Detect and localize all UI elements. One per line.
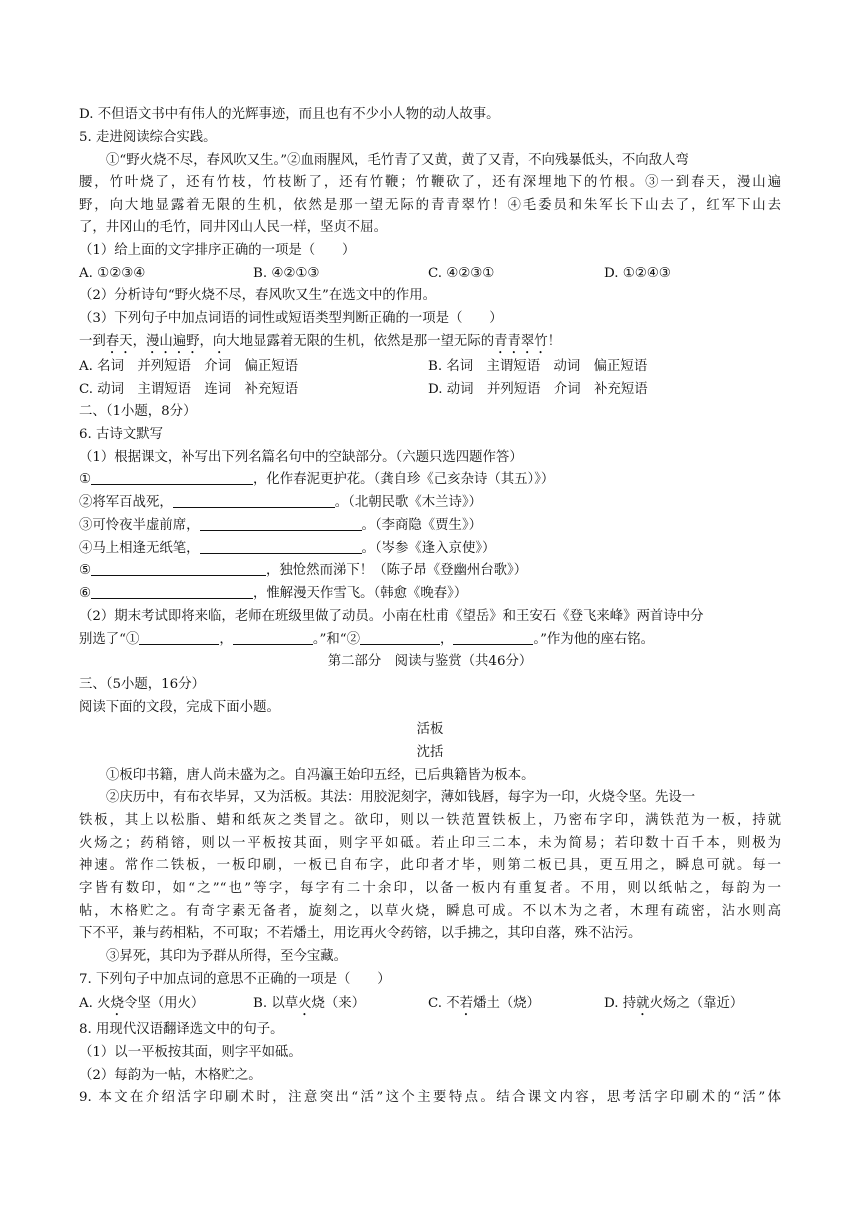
line-text: ，	[219, 632, 233, 647]
q5-passage-line: 了，井冈山的毛竹，同井冈山人民一样，坚贞不屈。	[79, 220, 387, 235]
sentence-text: 一到	[79, 334, 106, 349]
fill-blank[interactable]	[200, 539, 362, 554]
line-text: ，	[439, 632, 454, 647]
fill-blank[interactable]	[91, 470, 253, 485]
q6-sub2-line2	[79, 629, 654, 652]
fill-blank[interactable]	[139, 630, 219, 645]
essay-paragraph-line: 字皆有数印，如“之”“也”等字，每字有二十余印，以备一板内有重复者。不用，则以纸帖之，每韵为一	[79, 881, 781, 896]
essay-paragraph-line: 火炀之；药稍镕，则以一平板按其面，则字平如砥。若止印三二本，未为简易；若印数十百千本，则极为	[79, 836, 781, 851]
q7: 7. 下列句子中加点词的意思不正确的一项是（ ）	[79, 972, 391, 987]
option-text: 令坚（用火）	[123, 996, 205, 1011]
fill-blank[interactable]	[91, 584, 253, 599]
part2-title: 第二部分 阅读与鉴赏（共46分）	[327, 654, 533, 669]
option-text: D. 持	[604, 996, 637, 1011]
sentence-text: 大地显露着无限的生机，依然是那一望无际的	[226, 334, 495, 349]
dotted-word: 就	[636, 996, 650, 1011]
q5-sub1-option-d: D. ①②④③	[604, 266, 671, 281]
essay-paragraph: ①板印书籍，唐人尚未盛为之。自冯瀛王始印五经，已后典籍皆为板本。	[106, 768, 535, 783]
fill-blank[interactable]	[360, 630, 440, 645]
dotted-word: 若	[459, 996, 474, 1011]
dotted-word: 青青翠竹	[494, 334, 548, 349]
q8-sub2: （2）每韵为一帖，木格贮之。	[79, 1068, 262, 1083]
poem-fill-item	[79, 492, 482, 515]
q5-sub3: （3）下列句子中加点词语的词性或短语类型判断正确的一项是（ ）	[79, 311, 503, 326]
option-text: A. 火	[79, 996, 111, 1011]
sentence-text: ！	[547, 334, 562, 349]
option-text: 火炀之（靠近）	[649, 996, 744, 1011]
option-text: B. 以草	[253, 996, 299, 1011]
q7-option-b	[253, 993, 365, 1019]
section3-heading: 三、（5小题，16分）	[79, 677, 205, 692]
q5-passage-line: 腰，竹叶烧了，还有竹枝，竹枝断了，还有竹鞭；竹鞭砍了，还有深埋地下的竹根。③一到春天，漫山遍	[79, 175, 781, 190]
dotted-word: 烧	[110, 996, 124, 1011]
q5-sub1-option-c: C. ④②③①	[428, 266, 495, 281]
q9: 9. 本文在介绍活字印刷术时，注意突出“活”这个主要特点。结合课文内容，思考活字印刷术的“活”体	[79, 1090, 781, 1105]
essay-paragraph-line: 帖，木格贮之。有奇字素无备者，旋刻之，以草火烧，瞬息可成。不以木为之者，木理有疏密，沾水则高	[79, 904, 781, 919]
item-lead: ④马上相逢无纸笔，	[79, 541, 200, 556]
q5-sub1: （1）给上面的文字排序正确的一项是（ ）	[79, 243, 356, 258]
option-text: C. 不	[428, 996, 460, 1011]
q8-sub1: （1）以一平板按其面，则字平如砥。	[79, 1045, 302, 1060]
fill-blank[interactable]	[453, 630, 533, 645]
q7-option-c	[428, 993, 540, 1019]
dotted-word: 春天	[105, 334, 133, 349]
q5-sub3-option-c: C. 动词 主谓短语 连词 补充短语	[79, 382, 299, 397]
q5-sub1-option-b: B. ④②①③	[253, 266, 320, 281]
sentence-text: ，	[132, 334, 146, 349]
fill-blank[interactable]	[91, 561, 266, 576]
line-text: 别选了“①	[79, 632, 140, 647]
essay-author: 沈括	[416, 745, 444, 760]
item-after: 。（北朝民歌《木兰诗》）	[334, 495, 483, 510]
option-text: 燔土（烧）	[473, 996, 541, 1011]
q4-option-d: D. 不但语文书中有伟人的光辉事迹，而且也有不少小人物的动人故事。	[79, 107, 500, 122]
item-lead: ②将军百战死，	[79, 495, 173, 510]
line-text: 。”作为他的座右铭。	[533, 632, 655, 647]
item-lead: ③可怜夜半虚前席，	[79, 518, 200, 533]
item-after: ，独怆然而涕下！（陈子昂《登幽州台歌》）	[266, 563, 528, 578]
q5-sub3-sentence	[79, 331, 561, 357]
line-text: 。”和“②	[312, 632, 360, 647]
fill-blank[interactable]	[200, 516, 362, 531]
item-after: 。（李商隐《贾生》）	[361, 518, 483, 533]
essay-paragraph-line: ②庆历中，有布衣毕昇，又为活板。其法：用胶泥刻字，薄如钱唇，每字为一印，火烧令坚。先设一	[106, 790, 696, 805]
dotted-word: 漫山遍野	[145, 334, 200, 349]
poem-fill-item	[79, 538, 495, 561]
item-after: 。（岑参《逢入京使》）	[361, 541, 496, 556]
item-lead: ⑤	[79, 563, 92, 578]
poem-fill-item	[79, 583, 467, 606]
essay-title: 活板	[416, 722, 444, 737]
essay-paragraph-line: 神速。常作二铁板，一板印刷，一板已自布字，此印者才毕，则第二板已具，更互用之，瞬息可就。每一	[79, 858, 781, 873]
q5-title: 5. 走进阅读综合实践。	[79, 130, 217, 145]
q5-sub2: （2）分析诗句“野火烧不尽，春风吹又生”在选文中的作用。	[79, 288, 436, 303]
q6-title: 6. 古诗文默写	[79, 427, 163, 442]
dotted-word: 火	[298, 996, 312, 1011]
item-lead: ⑥	[79, 586, 92, 601]
q5-sub3-option-a: A. 名词 并列短语 介词 偏正短语	[79, 359, 299, 374]
option-text: 烧（来）	[311, 996, 366, 1011]
q5-sub3-option-d: D. 动词 并列短语 介词 补充短语	[428, 382, 648, 397]
q5-passage-line: ①“野火烧不尽，春风吹又生。”②血雨腥风，毛竹青了又黄，黄了又青，不向残暴低头，不向敌人弯	[106, 153, 689, 168]
essay-paragraph: ③昇死，其印为予群从所得，至今宝藏。	[106, 949, 348, 964]
poem-fill-item	[79, 560, 527, 583]
q7-option-d	[604, 993, 743, 1019]
sentence-text: ，	[199, 334, 213, 349]
dotted-word: 向	[212, 334, 227, 349]
item-after: ，化作春泥更护花。（龚自珍《己亥杂诗（其五）》）	[253, 472, 555, 487]
item-lead: ①	[79, 472, 92, 487]
q6-sub2: （2）期末考试即将来临，老师在班级里做了动员。小南在杜甫《望岳》和王安石《登飞来峰》两首诗中分	[79, 609, 704, 624]
fill-blank[interactable]	[233, 630, 313, 645]
item-after: ，惟解漫天作雪飞。（韩愈《晚春》）	[253, 586, 468, 601]
poem-fill-item	[79, 469, 554, 492]
q5-passage-line: 野，向大地显露着无限的生机，依然是那一望无际的青青翠竹！④毛委员和朱军长下山去了，红军下山去	[79, 198, 781, 213]
q5-sub1-option-a: A. ①②③④	[79, 266, 146, 281]
q5-sub3-option-b: B. 名词 主谓短语 动词 偏正短语	[428, 359, 648, 374]
essay-paragraph-line: 铁板，其上以松脂、蜡和纸灰之类冒之。欲印，则以一铁范置铁板上，乃密布字印，满铁范为一板，持就	[79, 813, 781, 828]
section2-heading: 二、（1小题，8分）	[79, 404, 197, 419]
section3-instruction: 阅读下面的文段，完成下面小题。	[79, 700, 280, 715]
poem-fill-item	[79, 515, 482, 538]
q8: 8. 用现代汉语翻译选文中的句子。	[79, 1022, 284, 1037]
essay-paragraph-line: 下不平，兼与药相粘，不可取；不若燔土，用讫再火令药镕，以手拂之，其印自落，殊不沾污。	[79, 926, 642, 941]
q7-option-a	[79, 993, 204, 1019]
fill-blank[interactable]	[173, 493, 335, 508]
q6-sub1: （1）根据课文，补写出下列名篇名句中的空缺部分。（六题只选四题作答）	[79, 450, 523, 465]
